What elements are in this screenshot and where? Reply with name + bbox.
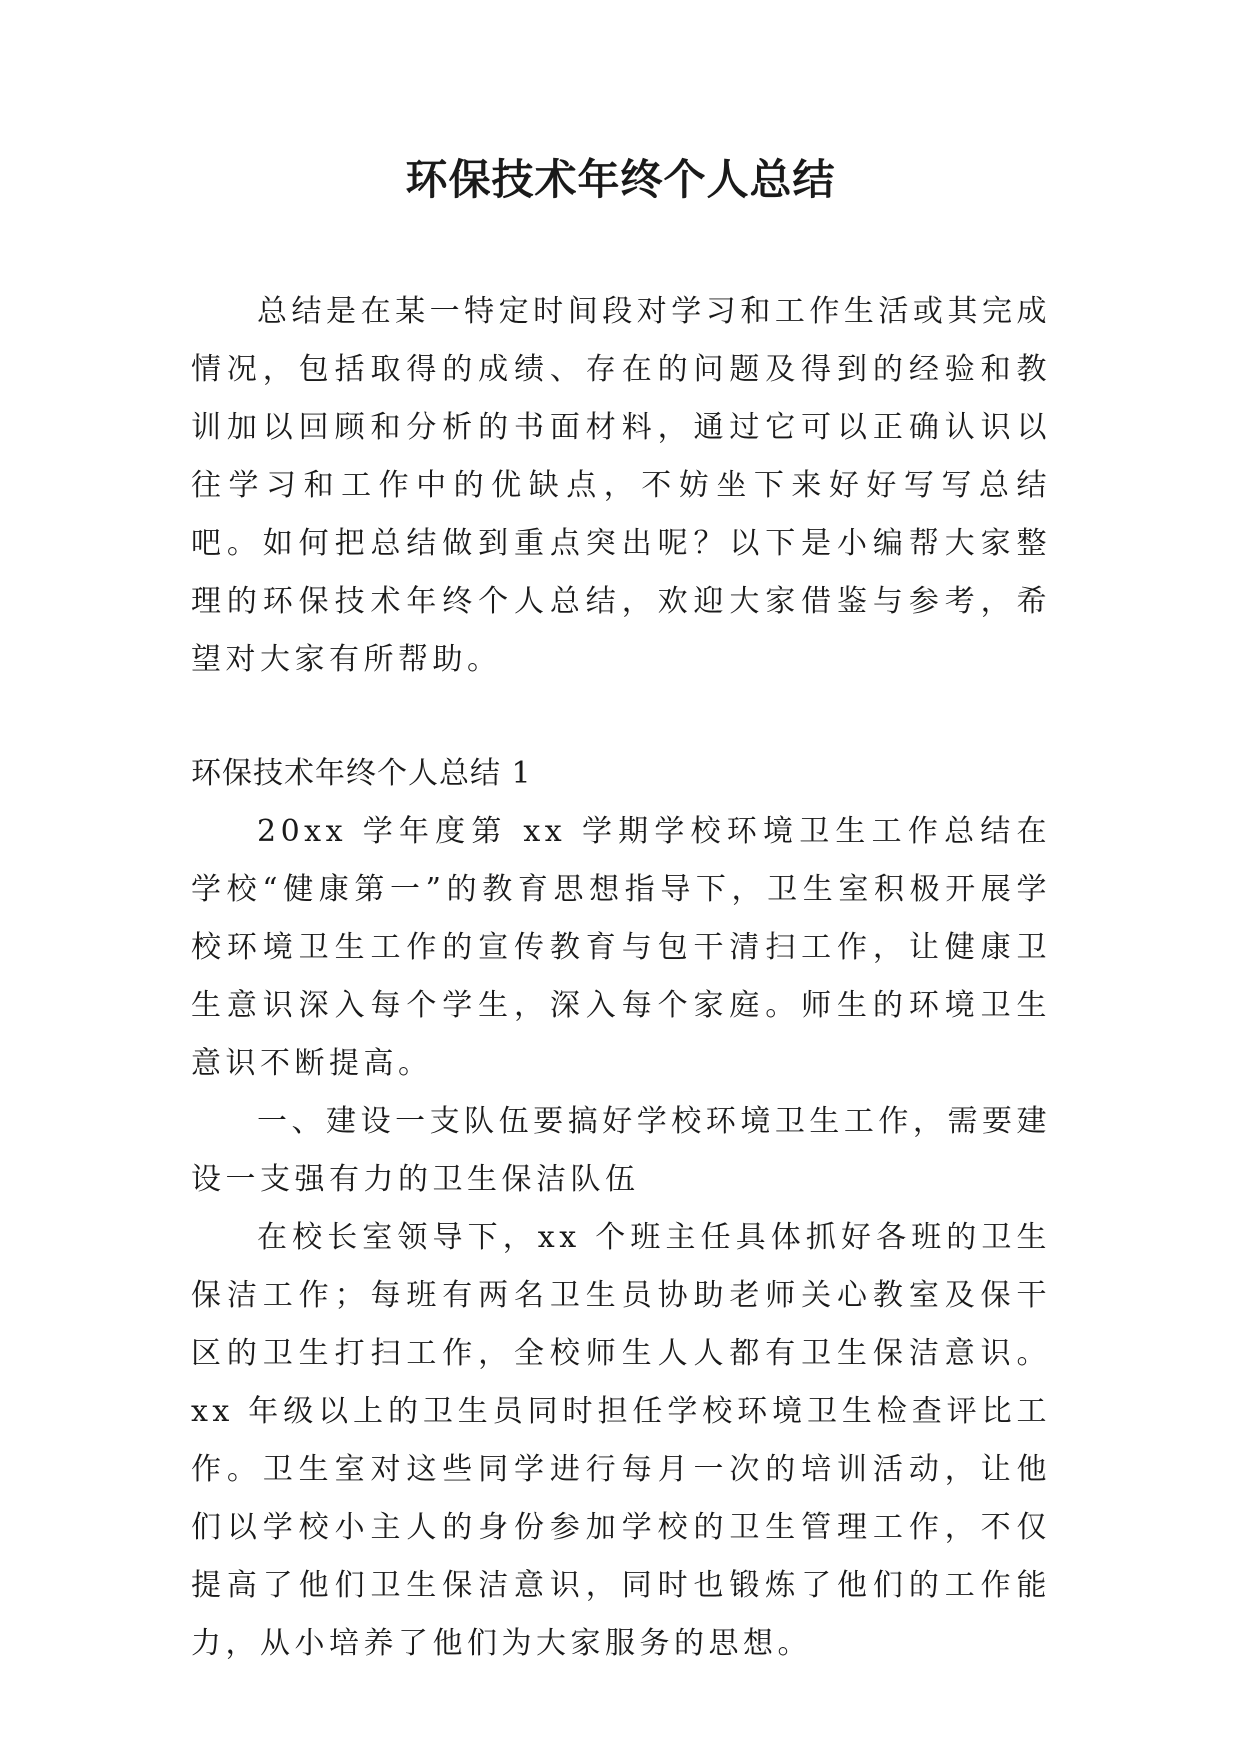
intro-paragraph: 总结是在某一特定时间段对学习和工作生活或其完成情况，包括取得的成绩、存在的问题及得到的经验和教训加以回顾和分析的书面材料，通过它可以正确认识以往学习和工作中的优缺点，不妨坐下来好好写写总结吧。如何把总结做到重点突出呢？以下是小编帮大家整理的环保技术年终个人总结，欢迎大家借鉴与参考，希望对大家有所帮助。 <box>191 294 1051 677</box>
body-paragraph: 在校长室领导下，xx 个班主任具体抓好各班的卫生保洁工作；每班有两名卫生员协助老师关心教室及保干区的卫生打扫工作，全校师生人人都有卫生保洁意识。xx 年级以上的卫生员同时担任学校环境卫生检查评比工作。卫生室对这些同学进行每月一次的培训活动，让他们以学校小主人的身份参加学校的卫生管理工作，不仅提高了他们卫生保洁意识，同时也锻炼了他们的工作能力，从小培养了他们为大家服务的思想。 <box>191 1220 1051 1661</box>
body-paragraph: 一、建设一支队伍要搞好学校环境卫生工作，需要建设一支强有力的卫生保洁队伍 <box>191 1104 1051 1197</box>
body-paragraph: 20xx 学年度第 xx 学期学校环境卫生工作总结在学校“健康第一”的教育思想指导下，卫生室积极开展学校环境卫生工作的宣传教育与包干清扫工作，让健康卫生意识深入每个学生，深入每个家庭。师生的环境卫生意识不断提高。 <box>191 814 1051 1081</box>
document-title: 环保技术年终个人总结 <box>405 155 836 204</box>
document-body <box>191 283 1051 1673</box>
section-heading: 环保技术年终个人总结 1 <box>191 756 532 791</box>
